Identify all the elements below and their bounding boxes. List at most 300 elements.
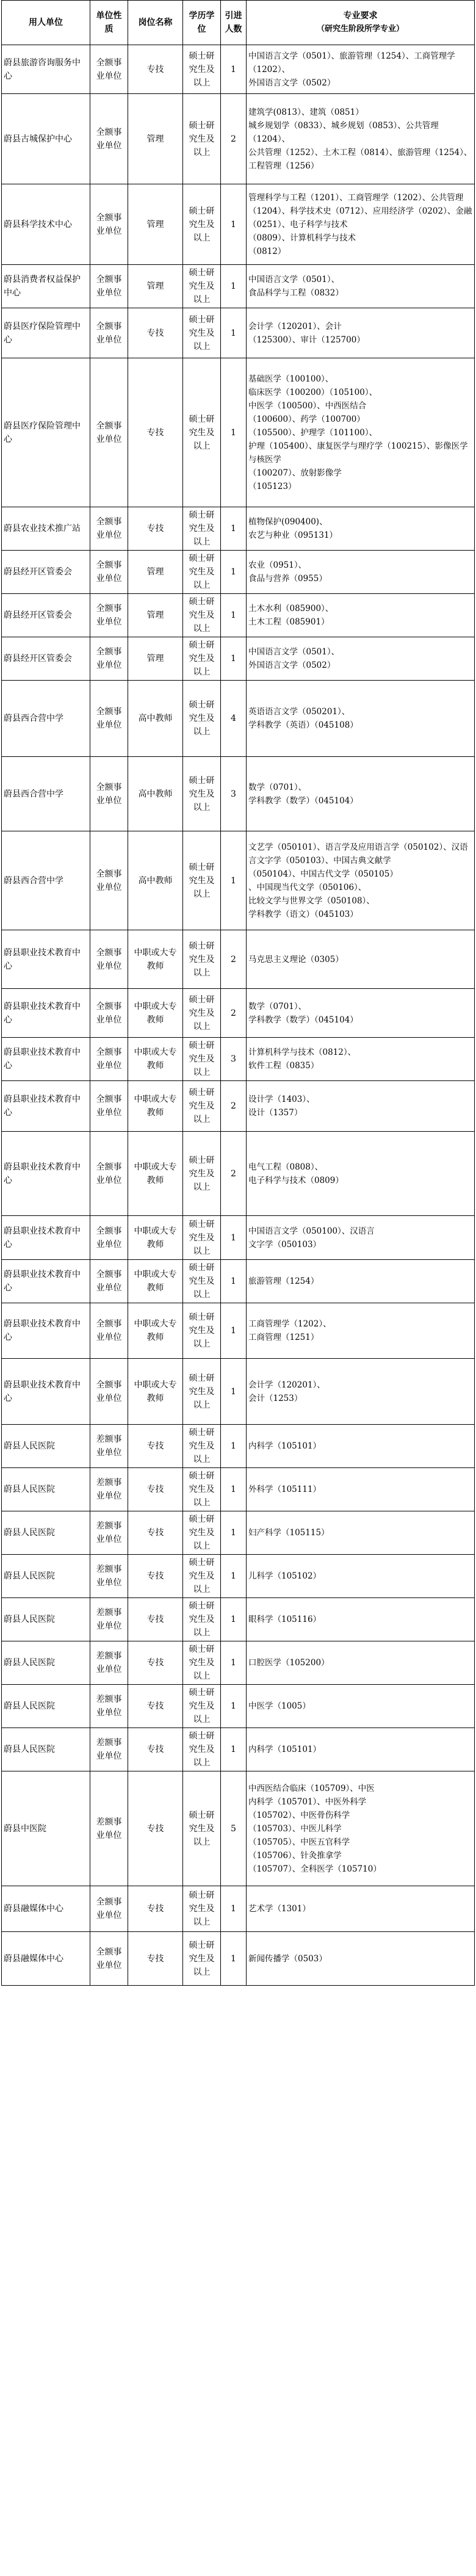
count-cell: 1 xyxy=(221,1886,247,1932)
header-education: 学历学位 xyxy=(183,1,221,45)
position-cell: 管理 xyxy=(128,551,183,594)
requirement-cell xyxy=(247,1359,475,1425)
unit-type-cell: 全额事业单位 xyxy=(90,637,128,681)
unit-cell: 蔚县人民医院 xyxy=(2,1555,90,1598)
education-cell: 硕士研究生及以上 xyxy=(183,681,221,757)
header-requirement-subtitle: （研究生阶段所学专业） xyxy=(316,24,404,34)
requirement-cell xyxy=(247,831,475,930)
table-row xyxy=(2,1771,475,1886)
table-row xyxy=(2,507,475,551)
requirement-line: 植物保护(090400)、 xyxy=(248,517,328,527)
unit-cell: 蔚县人民医院 xyxy=(2,1641,90,1685)
requirement-line: 学科教学（数学）（045104） xyxy=(248,1015,358,1025)
education-cell: 硕士研究生及以上 xyxy=(183,358,221,507)
recruitment-table xyxy=(1,0,475,1986)
position-cell: 中职或大专教师 xyxy=(128,930,183,989)
unit-type-cell: 全额事业单位 xyxy=(90,831,128,930)
education-cell: 硕士研究生及以上 xyxy=(183,930,221,989)
unit-type-cell: 差额事业单位 xyxy=(90,1771,128,1886)
count-cell: 1 xyxy=(221,1511,247,1555)
table-row xyxy=(2,637,475,681)
table-row xyxy=(2,94,475,184)
requirement-line: 内科学（105101） xyxy=(248,1441,322,1451)
position-cell: 高中教师 xyxy=(128,757,183,831)
unit-cell: 蔚县西合营中学 xyxy=(2,831,90,930)
unit-cell: 蔚县古城保护中心 xyxy=(2,94,90,184)
education-cell: 硕士研究生及以上 xyxy=(183,594,221,637)
requirement-line: 工商管理（1251） xyxy=(248,1333,319,1342)
requirement-line: 软件工程（0835） xyxy=(248,1061,319,1071)
requirement-cell xyxy=(247,757,475,831)
requirement-line: 中国语言文学（0501）、 xyxy=(248,647,340,657)
table-row xyxy=(2,1425,475,1468)
position-cell: 中职或大专教师 xyxy=(128,1303,183,1359)
requirement-line: （100207）、放射影像学 xyxy=(248,468,342,478)
unit-type-cell: 全额事业单位 xyxy=(90,45,128,94)
education-cell: 硕士研究生及以上 xyxy=(183,1132,221,1216)
requirement-line: 数学（0701）、 xyxy=(248,782,307,792)
education-cell: 硕士研究生及以上 xyxy=(183,1728,221,1771)
requirement-line: （1204）、科学技术史（0712）、应用经济学（0202）、金融 xyxy=(248,206,472,216)
unit-type-cell: 差额事业单位 xyxy=(90,1468,128,1511)
education-cell: 硕士研究生及以上 xyxy=(183,637,221,681)
position-cell: 中职或大专教师 xyxy=(128,1132,183,1216)
requirement-cell xyxy=(247,45,475,94)
table-row xyxy=(2,1468,475,1511)
position-cell: 高中教师 xyxy=(128,831,183,930)
requirement-line: 文艺学（050101）、语言学及应用语言学（050102）、汉语言文字学（050103）、中国古典文献学 xyxy=(248,842,468,866)
position-cell: 管理 xyxy=(128,94,183,184)
position-cell: 专技 xyxy=(128,1641,183,1685)
requirement-line: 马克思主义理论（0305） xyxy=(248,954,344,964)
position-cell: 专技 xyxy=(128,1932,183,1986)
requirement-line: 新闻传播学（0503） xyxy=(248,1953,327,1964)
table-row xyxy=(2,45,475,94)
requirement-line: （0812） xyxy=(248,246,286,256)
requirement-cell xyxy=(247,989,475,1038)
table-row xyxy=(2,1685,475,1728)
requirement-cell xyxy=(247,1303,475,1359)
requirement-line: 内科学（105701）、中医外科学 xyxy=(248,1796,367,1807)
requirement-line: （100600）、药学（100700） xyxy=(248,414,365,424)
requirement-line: （0809）、计算机科学与技术 xyxy=(248,233,356,243)
requirement-line: 内科学（105101） xyxy=(248,1745,322,1754)
header-requirement xyxy=(247,1,475,45)
requirement-line: 学科教学（语文）（045103） xyxy=(248,909,358,919)
unit-type-cell: 全额事业单位 xyxy=(90,681,128,757)
requirement-line: 英语语言文学（050201）、 xyxy=(248,707,350,717)
requirement-cell xyxy=(247,1081,475,1132)
unit-cell: 蔚县职业技术教育中心 xyxy=(2,1038,90,1081)
count-cell: 1 xyxy=(221,1425,247,1468)
position-cell: 中职或大专教师 xyxy=(128,1081,183,1132)
count-cell: 3 xyxy=(221,757,247,831)
education-cell: 硕士研究生及以上 xyxy=(183,1468,221,1511)
requirement-line: 电气工程（0808）、 xyxy=(248,1162,323,1172)
unit-cell: 蔚县职业技术教育中心 xyxy=(2,1260,90,1303)
count-cell: 1 xyxy=(221,308,247,358)
education-cell: 硕士研究生及以上 xyxy=(183,94,221,184)
table-row xyxy=(2,1641,475,1685)
education-cell: 硕士研究生及以上 xyxy=(183,184,221,265)
unit-cell: 蔚县科学技术中心 xyxy=(2,184,90,265)
requirement-line: 基础医学（100100）、 xyxy=(248,374,334,384)
table-row xyxy=(2,1932,475,1986)
unit-cell: 蔚县人民医院 xyxy=(2,1685,90,1728)
requirement-line: 儿科学（105102） xyxy=(248,1571,322,1581)
unit-type-cell: 差额事业单位 xyxy=(90,1641,128,1685)
education-cell: 硕士研究生及以上 xyxy=(183,757,221,831)
count-cell: 1 xyxy=(221,637,247,681)
table-row xyxy=(2,1598,475,1641)
education-cell: 硕士研究生及以上 xyxy=(183,1641,221,1685)
position-cell: 中职或大专教师 xyxy=(128,1359,183,1425)
table-row xyxy=(2,1728,475,1771)
education-cell: 硕士研究生及以上 xyxy=(183,1425,221,1468)
count-cell: 1 xyxy=(221,358,247,507)
requirement-cell xyxy=(247,94,475,184)
education-cell: 硕士研究生及以上 xyxy=(183,1932,221,1986)
unit-type-cell: 全额事业单位 xyxy=(90,757,128,831)
position-cell: 专技 xyxy=(128,308,183,358)
unit-type-cell: 全额事业单位 xyxy=(90,1303,128,1359)
count-cell: 2 xyxy=(221,1132,247,1216)
unit-type-cell: 全额事业单位 xyxy=(90,1038,128,1081)
requirement-line: 比较文学与世界文学（050108）、 xyxy=(248,895,375,906)
requirement-line: 数学（0701）、 xyxy=(248,1001,307,1011)
requirement-line: 妇产科学（105115） xyxy=(248,1528,330,1538)
header-unit: 用人单位 xyxy=(2,1,90,45)
count-cell: 1 xyxy=(221,1932,247,1986)
table-row xyxy=(2,1303,475,1359)
table-row xyxy=(2,1886,475,1932)
requirement-line: 计算机科学与技术（0812）、 xyxy=(248,1047,356,1057)
unit-type-cell: 全额事业单位 xyxy=(90,1132,128,1216)
count-cell: 3 xyxy=(221,1038,247,1081)
table-row xyxy=(2,551,475,594)
requirement-cell xyxy=(247,594,475,637)
count-cell: 1 xyxy=(221,551,247,594)
education-cell: 硕士研究生及以上 xyxy=(183,1081,221,1132)
requirement-cell xyxy=(247,1511,475,1555)
requirement-cell xyxy=(247,1886,475,1932)
requirement-line: 口腔医学（105200） xyxy=(248,1658,330,1668)
position-cell: 高中教师 xyxy=(128,681,183,757)
unit-cell: 蔚县消费者权益保护中心 xyxy=(2,265,90,308)
education-cell: 硕士研究生及以上 xyxy=(183,831,221,930)
unit-type-cell: 全额事业单位 xyxy=(90,594,128,637)
education-cell: 硕士研究生及以上 xyxy=(183,1685,221,1728)
unit-cell: 蔚县融媒体中心 xyxy=(2,1932,90,1986)
header-row xyxy=(2,1,475,45)
education-cell: 硕士研究生及以上 xyxy=(183,1598,221,1641)
education-cell: 硕士研究生及以上 xyxy=(183,551,221,594)
requirement-line: 临床医学（100200）（105100）、 xyxy=(248,387,378,397)
education-cell: 硕士研究生及以上 xyxy=(183,1886,221,1932)
count-cell: 1 xyxy=(221,1303,247,1359)
count-cell: 4 xyxy=(221,681,247,757)
requirement-cell xyxy=(247,637,475,681)
requirement-cell xyxy=(247,507,475,551)
position-cell: 中职或大专教师 xyxy=(128,1216,183,1260)
table-row xyxy=(2,265,475,308)
requirement-line: 城乡规划学（0833）、城乡规划（0853）、公共管理（1204）、 xyxy=(248,120,439,144)
requirement-cell xyxy=(247,1038,475,1081)
requirement-cell xyxy=(247,1932,475,1986)
unit-type-cell: 差额事业单位 xyxy=(90,1555,128,1598)
requirement-line: 公共管理（1252）、土木工程（0814）、旅游管理（1254）、 xyxy=(248,147,472,157)
education-cell: 硕士研究生及以上 xyxy=(183,1771,221,1886)
requirement-line: 中国语言文学（0501）、 xyxy=(248,275,340,284)
requirement-line: 会计学（120201）、 xyxy=(248,1380,325,1390)
table-row xyxy=(2,930,475,989)
position-cell: 专技 xyxy=(128,1685,183,1728)
requirement-line: 土木水利（085900）、 xyxy=(248,604,334,613)
table-row xyxy=(2,1555,475,1598)
count-cell: 1 xyxy=(221,1468,247,1511)
header-position: 岗位名称 xyxy=(128,1,183,45)
unit-cell: 蔚县人民医院 xyxy=(2,1425,90,1468)
requirement-line: 设计学（1403）、 xyxy=(248,1094,315,1104)
count-cell: 1 xyxy=(221,1685,247,1728)
requirement-cell xyxy=(247,1685,475,1728)
requirement-line: 工商管理学（1202）、 xyxy=(248,1319,331,1329)
position-cell: 专技 xyxy=(128,1771,183,1886)
requirement-line: （105706）、针灸推拿学 xyxy=(248,1850,342,1861)
unit-cell: 蔚县职业技术教育中心 xyxy=(2,1081,90,1132)
unit-type-cell: 差额事业单位 xyxy=(90,1685,128,1728)
requirement-line: 设计（1357） xyxy=(248,1108,303,1118)
count-cell: 1 xyxy=(221,1555,247,1598)
education-cell: 硕士研究生及以上 xyxy=(183,45,221,94)
unit-cell: 蔚县经开区管委会 xyxy=(2,637,90,681)
table-row xyxy=(2,1081,475,1132)
unit-type-cell: 全额事业单位 xyxy=(90,265,128,308)
requirement-line: （105703）、中医儿科学 xyxy=(248,1823,342,1834)
requirement-cell xyxy=(247,1641,475,1685)
table-row xyxy=(2,831,475,930)
table-row xyxy=(2,681,475,757)
requirement-line: （0251）、电子科学与技术 xyxy=(248,219,348,230)
education-cell: 硕士研究生及以上 xyxy=(183,265,221,308)
position-cell: 专技 xyxy=(128,1511,183,1555)
requirement-cell xyxy=(247,265,475,308)
requirement-line: 外科学（105111） xyxy=(248,1485,322,1494)
position-cell: 专技 xyxy=(128,1555,183,1598)
table-row xyxy=(2,989,475,1038)
requirement-cell xyxy=(247,1468,475,1511)
requirement-cell xyxy=(247,1425,475,1468)
education-cell: 硕士研究生及以上 xyxy=(183,1555,221,1598)
requirement-line: 外国语言文学（0502） xyxy=(248,78,336,88)
table-row xyxy=(2,757,475,831)
unit-cell: 蔚县人民医院 xyxy=(2,1511,90,1555)
unit-type-cell: 全额事业单位 xyxy=(90,1081,128,1132)
requirement-line: 艺术学（1301） xyxy=(248,1904,311,1914)
table-row xyxy=(2,358,475,507)
requirement-cell xyxy=(247,358,475,507)
unit-cell: 蔚县人民医院 xyxy=(2,1728,90,1771)
education-cell: 硕士研究生及以上 xyxy=(183,1038,221,1081)
unit-cell: 蔚县人民医院 xyxy=(2,1468,90,1511)
requirement-cell xyxy=(247,1132,475,1216)
requirement-cell xyxy=(247,1728,475,1771)
requirement-line: （105707）、全科医学（105710） xyxy=(248,1864,381,1874)
unit-cell: 蔚县医疗保险管理中心 xyxy=(2,358,90,507)
requirement-cell xyxy=(247,551,475,594)
unit-type-cell: 全额事业单位 xyxy=(90,989,128,1038)
table-row xyxy=(2,594,475,637)
requirement-line: 学科教学（英语）（045108） xyxy=(248,720,358,730)
unit-type-cell: 全额事业单位 xyxy=(90,308,128,358)
requirement-line: （125300）、审计（125700） xyxy=(248,335,365,345)
requirement-line: 农业（0951）、 xyxy=(248,560,307,570)
education-cell: 硕士研究生及以上 xyxy=(183,1511,221,1555)
education-cell: 硕士研究生及以上 xyxy=(183,1216,221,1260)
position-cell: 专技 xyxy=(128,1728,183,1771)
requirement-line: （105500）、护理学（101100）、 xyxy=(248,427,378,438)
unit-cell: 蔚县西合营中学 xyxy=(2,681,90,757)
requirement-line: 会计（1253） xyxy=(248,1393,303,1403)
count-cell: 2 xyxy=(221,989,247,1038)
unit-cell: 蔚县融媒体中心 xyxy=(2,1886,90,1932)
position-cell: 中职或大专教师 xyxy=(128,989,183,1038)
requirement-line: 中医学（1005） xyxy=(248,1701,311,1711)
unit-cell: 蔚县人民医院 xyxy=(2,1598,90,1641)
unit-cell: 蔚县农业技术推广站 xyxy=(2,507,90,551)
unit-type-cell: 全额事业单位 xyxy=(90,184,128,265)
count-cell: 1 xyxy=(221,1260,247,1303)
count-cell: 1 xyxy=(221,45,247,94)
count-cell: 1 xyxy=(221,1359,247,1425)
requirement-cell xyxy=(247,308,475,358)
unit-type-cell: 全额事业单位 xyxy=(90,1932,128,1986)
requirement-line: 土木工程（085901） xyxy=(248,617,330,627)
requirement-line: 中西医结合临床（105709）、中医 xyxy=(248,1783,375,1793)
unit-cell: 蔚县医疗保险管理中心 xyxy=(2,308,90,358)
requirement-cell xyxy=(247,1555,475,1598)
count-cell: 2 xyxy=(221,94,247,184)
table-row xyxy=(2,1216,475,1260)
requirement-line: 学科教学（数学）（045104） xyxy=(248,795,358,806)
position-cell: 专技 xyxy=(128,1425,183,1468)
education-cell: 硕士研究生及以上 xyxy=(183,989,221,1038)
count-cell: 1 xyxy=(221,594,247,637)
position-cell: 专技 xyxy=(128,45,183,94)
position-cell: 专技 xyxy=(128,358,183,507)
position-cell: 专技 xyxy=(128,507,183,551)
table-row xyxy=(2,1132,475,1216)
count-cell: 1 xyxy=(221,184,247,265)
table-row xyxy=(2,1359,475,1425)
unit-cell: 蔚县旅游咨询服务中心 xyxy=(2,45,90,94)
count-cell: 1 xyxy=(221,831,247,930)
requirement-line: 、中国现当代文学（050106）、 xyxy=(248,882,367,892)
unit-cell: 蔚县职业技术教育中心 xyxy=(2,1216,90,1260)
unit-cell: 蔚县职业技术教育中心 xyxy=(2,1303,90,1359)
count-cell: 2 xyxy=(221,1081,247,1132)
requirement-line: 文字学（050103） xyxy=(248,1239,322,1250)
table-row xyxy=(2,184,475,265)
unit-cell: 蔚县经开区管委会 xyxy=(2,551,90,594)
position-cell: 管理 xyxy=(128,184,183,265)
table-row xyxy=(2,1511,475,1555)
count-cell: 1 xyxy=(221,1641,247,1685)
unit-type-cell: 全额事业单位 xyxy=(90,551,128,594)
unit-cell: 蔚县中医院 xyxy=(2,1771,90,1886)
requirement-line: （050104）、中国古代文学（050105） xyxy=(248,869,398,879)
header-count: 引进人数 xyxy=(221,1,247,45)
requirement-cell xyxy=(247,930,475,989)
unit-type-cell: 全额事业单位 xyxy=(90,1216,128,1260)
requirement-line: 旅游管理（1254） xyxy=(248,1276,319,1286)
unit-type-cell: 差额事业单位 xyxy=(90,1598,128,1641)
table-row xyxy=(2,308,475,358)
education-cell: 硕士研究生及以上 xyxy=(183,1303,221,1359)
requirement-cell xyxy=(247,1216,475,1260)
requirement-line: 外国语言文学（0502） xyxy=(248,660,336,670)
count-cell: 1 xyxy=(221,507,247,551)
requirement-line: 中国语言文学（0501）、旅游管理（1254）、工商管理学（1202）、 xyxy=(248,51,455,74)
requirement-line: （105705）、中医五官科学 xyxy=(248,1837,350,1847)
count-cell: 1 xyxy=(221,1598,247,1641)
education-cell: 硕士研究生及以上 xyxy=(183,308,221,358)
education-cell: 硕士研究生及以上 xyxy=(183,1359,221,1425)
header-requirement-title: 专业要求 xyxy=(343,11,378,21)
requirement-line: 中国语言文学（050100）、汉语言 xyxy=(248,1226,375,1236)
requirement-line: 农艺与种业（095131） xyxy=(248,530,338,540)
position-cell: 中职或大专教师 xyxy=(128,1038,183,1081)
unit-type-cell: 全额事业单位 xyxy=(90,1359,128,1425)
table-row xyxy=(2,1260,475,1303)
count-cell: 5 xyxy=(221,1771,247,1886)
unit-cell: 蔚县职业技术教育中心 xyxy=(2,1132,90,1216)
requirement-line: 食品与营养（0955） xyxy=(248,574,327,584)
unit-type-cell: 全额事业单位 xyxy=(90,1886,128,1932)
requirement-cell xyxy=(247,1260,475,1303)
requirement-line: 中医学（100500）、中西医结合 xyxy=(248,400,367,411)
requirement-line: 食品科学与工程（0832） xyxy=(248,288,344,298)
unit-type-cell: 全额事业单位 xyxy=(90,930,128,989)
requirement-cell xyxy=(247,184,475,265)
position-cell: 专技 xyxy=(128,1886,183,1932)
unit-type-cell: 全额事业单位 xyxy=(90,1260,128,1303)
unit-cell: 蔚县经开区管委会 xyxy=(2,594,90,637)
requirement-line: 管理科学与工程（1201）、工商管理学（1202）、公共管理 xyxy=(248,192,464,203)
requirement-line: 眼科学（105116） xyxy=(248,1615,322,1624)
unit-cell: 蔚县职业技术教育中心 xyxy=(2,1359,90,1425)
count-cell: 1 xyxy=(221,1728,247,1771)
header-unit-type: 单位性质 xyxy=(90,1,128,45)
requirement-cell xyxy=(247,681,475,757)
unit-cell: 蔚县职业技术教育中心 xyxy=(2,989,90,1038)
unit-type-cell: 差额事业单位 xyxy=(90,1425,128,1468)
position-cell: 专技 xyxy=(128,1598,183,1641)
count-cell: 1 xyxy=(221,265,247,308)
position-cell: 管理 xyxy=(128,637,183,681)
requirement-line: 会计学（120201）、会计 xyxy=(248,321,342,331)
unit-cell: 蔚县职业技术教育中心 xyxy=(2,930,90,989)
count-cell: 2 xyxy=(221,930,247,989)
unit-type-cell: 差额事业单位 xyxy=(90,1511,128,1555)
requirement-line: 护理（105400）、康复医学与理疗学（100215）、影像医学与核医学 xyxy=(248,441,468,465)
unit-cell: 蔚县西合营中学 xyxy=(2,757,90,831)
requirement-line: 工程管理（1256） xyxy=(248,161,319,171)
position-cell: 中职或大专教师 xyxy=(128,1260,183,1303)
position-cell: 管理 xyxy=(128,265,183,308)
position-cell: 专技 xyxy=(128,1468,183,1511)
education-cell: 硕士研究生及以上 xyxy=(183,1260,221,1303)
